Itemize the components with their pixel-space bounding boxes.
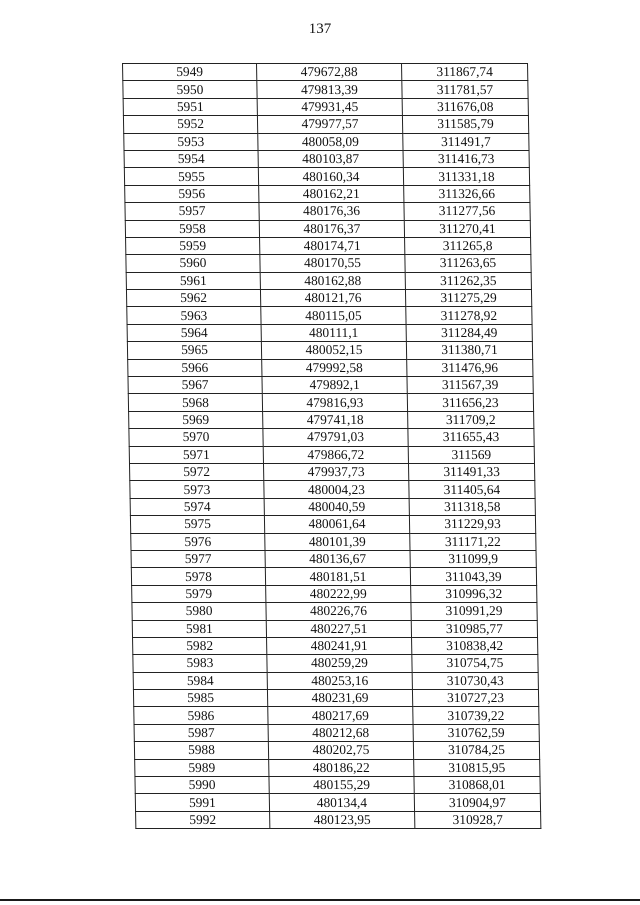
point-number-cell: 5959 — [126, 237, 260, 254]
coordinates-table-body — [123, 64, 541, 829]
point-number-cell: 5983 — [133, 655, 267, 672]
table-row — [124, 150, 529, 167]
x-coordinate-cell: 480253,16 — [267, 672, 412, 689]
coordinates-table — [122, 63, 541, 829]
table-row — [135, 777, 540, 794]
y-coordinate-cell: 311656,23 — [407, 394, 533, 411]
y-coordinate-cell: 311567,39 — [407, 377, 533, 394]
table-row — [123, 116, 528, 133]
x-coordinate-cell: 480162,88 — [260, 272, 405, 289]
y-coordinate-cell: 311263,65 — [405, 255, 531, 272]
y-coordinate-cell: 311476,96 — [407, 359, 533, 376]
table-row — [130, 498, 535, 515]
x-coordinate-cell: 480217,69 — [268, 707, 413, 724]
y-coordinate-cell: 311676,08 — [402, 98, 528, 115]
point-number-cell: 5967 — [128, 377, 262, 394]
y-coordinate-cell: 311278,92 — [406, 307, 532, 324]
point-number-cell: 5978 — [131, 568, 265, 585]
y-coordinate-cell: 311043,39 — [410, 568, 536, 585]
table-row — [130, 481, 535, 498]
table-row — [131, 568, 536, 585]
x-coordinate-cell: 479992,58 — [262, 359, 407, 376]
x-coordinate-cell: 479931,45 — [257, 98, 402, 115]
y-coordinate-cell: 311262,35 — [405, 272, 531, 289]
table-row — [132, 620, 537, 637]
y-coordinate-cell: 311326,66 — [404, 185, 530, 202]
page-number: 137 — [308, 21, 332, 37]
point-number-cell: 5952 — [123, 116, 257, 133]
table-row — [126, 237, 531, 254]
y-coordinate-cell: 311867,74 — [402, 64, 528, 81]
y-coordinate-cell: 311405,64 — [409, 481, 535, 498]
point-number-cell: 5991 — [135, 794, 269, 811]
x-coordinate-cell: 480226,76 — [266, 603, 411, 620]
x-coordinate-cell: 480052,15 — [261, 342, 406, 359]
table-row — [123, 64, 528, 81]
table-row — [126, 272, 531, 289]
point-number-cell: 5956 — [125, 185, 259, 202]
y-coordinate-cell: 310784,25 — [413, 742, 539, 759]
y-coordinate-cell: 310739,22 — [413, 707, 539, 724]
table-row — [127, 307, 532, 324]
point-number-cell: 5957 — [125, 203, 259, 220]
x-coordinate-cell: 480222,99 — [266, 585, 411, 602]
table-row — [125, 185, 530, 202]
point-number-cell: 5962 — [126, 290, 260, 307]
y-coordinate-cell: 310985,77 — [411, 620, 537, 637]
table-row — [133, 672, 538, 689]
y-coordinate-cell: 311171,22 — [410, 533, 536, 550]
x-coordinate-cell: 479816,93 — [262, 394, 407, 411]
point-number-cell: 5954 — [124, 150, 258, 167]
x-coordinate-cell: 480111,1 — [261, 324, 406, 341]
table-row — [128, 377, 533, 394]
page-bottom-rule — [0, 899, 640, 901]
table-row — [129, 411, 534, 428]
x-coordinate-cell: 480123,95 — [270, 811, 415, 828]
y-coordinate-cell: 311275,29 — [405, 290, 531, 307]
point-number-cell: 5963 — [127, 307, 261, 324]
point-number-cell: 5958 — [125, 220, 259, 237]
x-coordinate-cell: 479813,39 — [257, 81, 402, 98]
point-number-cell: 5982 — [133, 637, 267, 654]
x-coordinate-cell: 480170,55 — [260, 255, 405, 272]
table-row — [125, 220, 530, 237]
table-row — [126, 255, 531, 272]
y-coordinate-cell: 310838,42 — [412, 637, 538, 654]
x-coordinate-cell: 480155,29 — [269, 777, 414, 794]
point-number-cell: 5980 — [132, 603, 266, 620]
y-coordinate-cell: 311709,2 — [408, 411, 534, 428]
point-number-cell: 5950 — [123, 81, 257, 98]
x-coordinate-cell: 479672,88 — [257, 64, 402, 81]
point-number-cell: 5953 — [124, 133, 258, 150]
y-coordinate-cell: 310868,01 — [414, 777, 540, 794]
x-coordinate-cell: 480162,21 — [259, 185, 404, 202]
table-row — [129, 446, 534, 463]
y-coordinate-cell: 311270,41 — [404, 220, 530, 237]
table-row — [130, 516, 535, 533]
y-coordinate-cell: 311099,9 — [410, 550, 536, 567]
point-number-cell: 5971 — [129, 446, 263, 463]
x-coordinate-cell: 480160,34 — [258, 168, 403, 185]
point-number-cell: 5987 — [134, 724, 268, 741]
y-coordinate-cell: 310904,97 — [414, 794, 540, 811]
table-row — [124, 168, 529, 185]
y-coordinate-cell: 311655,43 — [408, 429, 534, 446]
point-number-cell: 5979 — [132, 585, 266, 602]
x-coordinate-cell: 479741,18 — [263, 411, 408, 428]
x-coordinate-cell: 479866,72 — [263, 446, 408, 463]
table-row — [132, 603, 537, 620]
y-coordinate-cell: 310996,32 — [411, 585, 537, 602]
table-row — [127, 342, 532, 359]
y-coordinate-cell: 311585,79 — [402, 116, 528, 133]
point-number-cell: 5969 — [129, 411, 263, 428]
point-number-cell: 5990 — [135, 777, 269, 794]
table-row — [129, 429, 534, 446]
y-coordinate-cell: 311491,33 — [408, 463, 534, 480]
y-coordinate-cell: 310928,7 — [415, 811, 541, 828]
x-coordinate-cell: 480231,69 — [267, 690, 412, 707]
x-coordinate-cell: 480181,51 — [265, 568, 410, 585]
table-row — [126, 290, 531, 307]
y-coordinate-cell: 310815,95 — [414, 759, 540, 776]
point-number-cell: 5974 — [130, 498, 264, 515]
x-coordinate-cell: 480174,71 — [260, 237, 405, 254]
y-coordinate-cell: 310754,75 — [412, 655, 538, 672]
y-coordinate-cell: 311229,93 — [409, 516, 535, 533]
table-row — [136, 811, 541, 828]
table-row — [131, 550, 536, 567]
y-coordinate-cell: 310991,29 — [411, 603, 537, 620]
y-coordinate-cell: 311331,18 — [403, 168, 529, 185]
table-row — [133, 637, 538, 654]
table-row — [135, 759, 540, 776]
y-coordinate-cell: 311569 — [408, 446, 534, 463]
point-number-cell: 5986 — [134, 707, 268, 724]
x-coordinate-cell: 480121,76 — [260, 290, 405, 307]
x-coordinate-cell: 480202,75 — [268, 742, 413, 759]
table-row — [127, 324, 532, 341]
x-coordinate-cell: 480101,39 — [265, 533, 410, 550]
y-coordinate-cell: 311416,73 — [403, 150, 529, 167]
table-row — [125, 203, 530, 220]
x-coordinate-cell: 479937,73 — [263, 463, 408, 480]
table-row — [123, 98, 528, 115]
table-row — [123, 81, 528, 98]
point-number-cell: 5976 — [131, 533, 265, 550]
point-number-cell: 5966 — [128, 359, 262, 376]
table-row — [133, 690, 538, 707]
y-coordinate-cell: 310762,59 — [413, 724, 539, 741]
x-coordinate-cell: 479977,57 — [257, 116, 402, 133]
point-number-cell: 5984 — [133, 672, 267, 689]
y-coordinate-cell: 310730,43 — [412, 672, 538, 689]
point-number-cell: 5981 — [132, 620, 266, 637]
y-coordinate-cell: 311284,49 — [406, 324, 532, 341]
table-row — [129, 463, 534, 480]
x-coordinate-cell: 480134,4 — [269, 794, 414, 811]
x-coordinate-cell: 480004,23 — [264, 481, 409, 498]
y-coordinate-cell: 311781,57 — [402, 81, 528, 98]
x-coordinate-cell: 480241,91 — [267, 637, 412, 654]
x-coordinate-cell: 480259,29 — [267, 655, 412, 672]
x-coordinate-cell: 480061,64 — [264, 516, 409, 533]
point-number-cell: 5951 — [123, 98, 257, 115]
x-coordinate-cell: 480227,51 — [266, 620, 411, 637]
x-coordinate-cell: 480115,05 — [261, 307, 406, 324]
x-coordinate-cell: 479791,03 — [263, 429, 408, 446]
y-coordinate-cell: 311318,58 — [409, 498, 535, 515]
point-number-cell: 5973 — [130, 481, 264, 498]
point-number-cell: 5975 — [130, 516, 264, 533]
point-number-cell: 5989 — [135, 759, 269, 776]
y-coordinate-cell: 311277,56 — [404, 203, 530, 220]
point-number-cell: 5965 — [127, 342, 261, 359]
table-row — [128, 359, 533, 376]
point-number-cell: 5964 — [127, 324, 261, 341]
point-number-cell: 5960 — [126, 255, 260, 272]
table-row — [132, 585, 537, 602]
y-coordinate-cell: 311491,7 — [403, 133, 529, 150]
point-number-cell: 5961 — [126, 272, 260, 289]
x-coordinate-cell: 480103,87 — [258, 150, 403, 167]
y-coordinate-cell: 310727,23 — [412, 690, 538, 707]
table-row — [135, 794, 540, 811]
x-coordinate-cell: 480040,59 — [264, 498, 409, 515]
point-number-cell: 5972 — [129, 463, 263, 480]
y-coordinate-cell: 311380,71 — [406, 342, 532, 359]
x-coordinate-cell: 480176,36 — [259, 203, 404, 220]
point-number-cell: 5988 — [134, 742, 268, 759]
table-row — [128, 394, 533, 411]
point-number-cell: 5968 — [128, 394, 262, 411]
point-number-cell: 5992 — [136, 811, 270, 828]
point-number-cell: 5970 — [129, 429, 263, 446]
point-number-cell: 5985 — [133, 690, 267, 707]
table-row — [131, 533, 536, 550]
x-coordinate-cell: 480058,09 — [258, 133, 403, 150]
table-row — [124, 133, 529, 150]
table-row — [134, 707, 539, 724]
x-coordinate-cell: 479892,1 — [262, 377, 407, 394]
point-number-cell: 5949 — [123, 64, 257, 81]
point-number-cell: 5955 — [124, 168, 258, 185]
y-coordinate-cell: 311265,8 — [405, 237, 531, 254]
table-row — [134, 724, 539, 741]
x-coordinate-cell: 480136,67 — [265, 550, 410, 567]
x-coordinate-cell: 480186,22 — [269, 759, 414, 776]
table-row — [133, 655, 538, 672]
point-number-cell: 5977 — [131, 550, 265, 567]
table-row — [134, 742, 539, 759]
x-coordinate-cell: 480212,68 — [268, 724, 413, 741]
x-coordinate-cell: 480176,37 — [259, 220, 404, 237]
